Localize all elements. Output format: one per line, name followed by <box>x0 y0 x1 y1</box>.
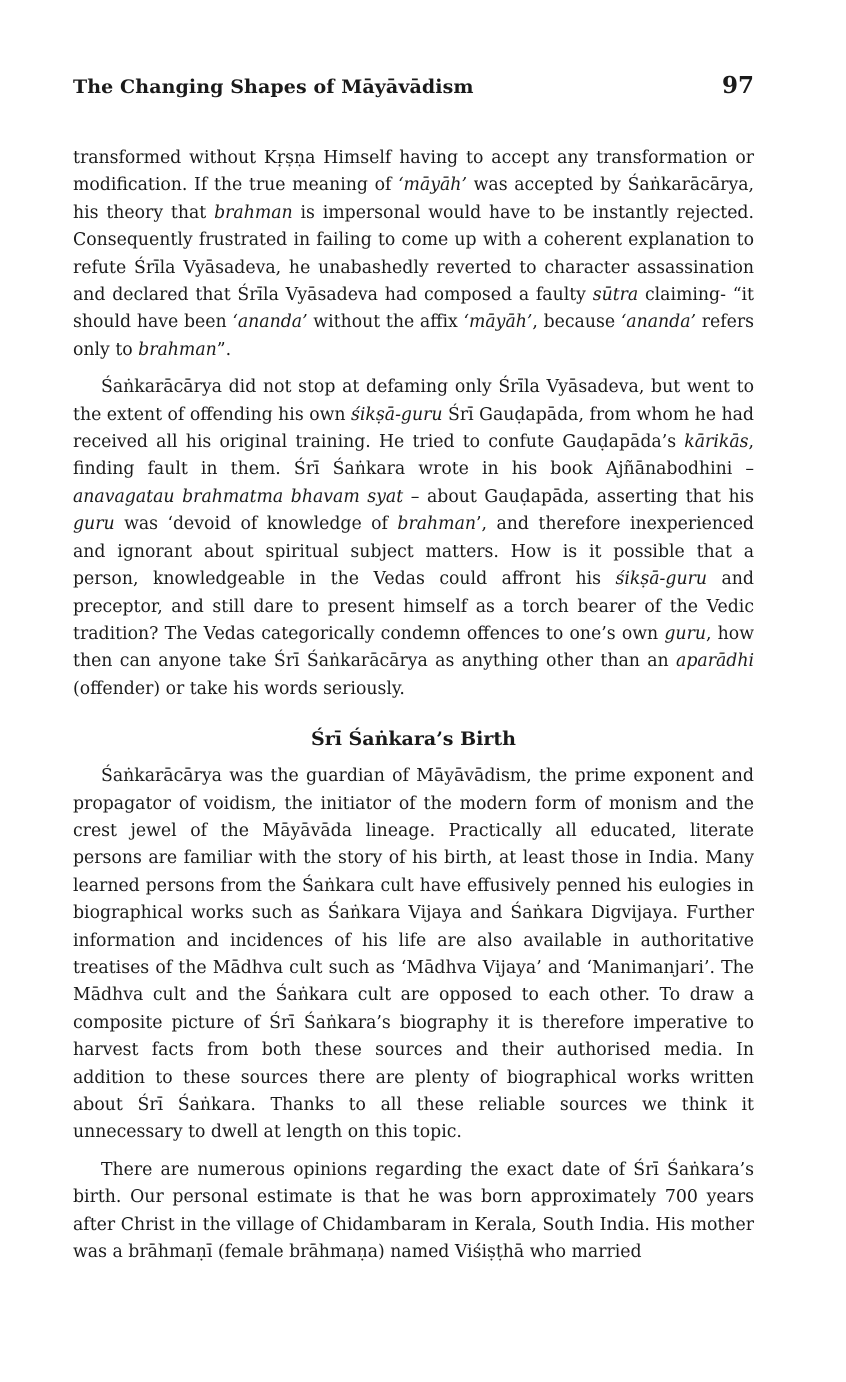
paragraph <box>73 1157 754 1267</box>
running-title: The Changing Shapes of Māyāvādism <box>73 76 474 98</box>
italic-text: brahman <box>138 339 217 360</box>
text-run: transformed without Kṛṣṇa Himself having to accept any transformation or modification. If the true meaning of <box>73 148 754 196</box>
italic-text: sūtra <box>592 285 639 306</box>
text-run: , because <box>532 312 621 333</box>
text-run: (offender) or take his words seriously. <box>73 678 405 699</box>
italic-text: ‘ananda’ <box>620 312 697 333</box>
paragraph <box>73 145 754 364</box>
text-run: was ‘devoid of knowledge of <box>114 514 398 535</box>
italic-text: brahman <box>214 202 293 223</box>
text-run: is impersonal would have to be instantly rejected. Consequently frustrated in failing to come up with a coherent explanation to refute Śrīla Vyāsadeva, he unabashedly reverted to character assassination and declared that Śrīla Vyāsadeva had composed a faulty <box>73 202 754 306</box>
text-run: refers only to <box>73 312 754 360</box>
italic-text: brahman <box>397 514 476 535</box>
paragraph <box>73 763 754 1147</box>
paragraph <box>73 374 754 703</box>
text-run: – about Gauḍapāda, asserting that his <box>403 486 754 507</box>
text-run: Śaṅkarācārya was the guardian of Māyāvādism, the prime exponent and propagator of voidism, the initiator of the modern form of monism and the crest jewel of the Māyāvāda lineage. Practically all educated, literate persons are familiar with the story of his birth, at least those in India. Many learned persons from the Śaṅkara cult have effusively penned his eulogies in biographical works such as Śaṅkara Vijaya and Śaṅkara Digvijaya. Further information and incidences of his life are also available in authoritative treatises of the Mādhva cult such as ‘Mādhva Vijaya’ and ‘Manimanjari’. The Mādhva cult and the Śaṅkara cult are opposed to each other. To draw a composite picture of Śrī Śaṅkara’s biography it is therefore imperative to harvest facts from both these sources and their authorised media. In addition to these sources there are plenty of biographical works written about Śrī Śaṅkara. Thanks to all these reliable sources we think it unnecessary to dwell at length on this topic. <box>73 766 754 1143</box>
italic-text: aparādhi <box>676 651 754 672</box>
text-run: without the affix <box>307 312 464 333</box>
text-run: ’, and therefore inexperienced and ignorant about spiritual subject matters. How is it possible that a person, knowledgeable in the Vedas could affront his <box>73 514 754 590</box>
italic-text: guru <box>73 514 115 535</box>
text-run: , how then can anyone take Śrī Śaṅkarācārya as anything other than an <box>73 623 755 672</box>
italic-text: kārikās <box>684 432 749 453</box>
italic-text: ‘ananda’ <box>232 312 308 333</box>
running-header <box>73 72 754 112</box>
text-run: , finding fault in them. Śrī Śaṅkara wrote in his book Ajñānabodhini – <box>73 432 754 480</box>
italic-text: ‘māyāh’ <box>463 312 533 333</box>
text-run: was accepted by Śaṅkarācārya, his theory that <box>73 175 754 223</box>
italic-text: ‘māyāh’ <box>398 175 467 196</box>
text-run: and preceptor, and still dare to present himself as a torch bearer of the Vedic tradition? The Vedas categorically condemn offences to one’s own <box>73 569 754 644</box>
italic-text: śikṣā-guru <box>615 569 707 590</box>
book-page <box>73 72 754 1276</box>
page-number: 97 <box>721 72 754 99</box>
italic-text: guru <box>664 623 706 644</box>
italic-text: śikṣā-guru <box>351 404 443 425</box>
text-run: Śrī Gauḍapāda, from whom he had received all his original training. He tried to confute Gauḍapāda’s <box>73 404 754 453</box>
body-text <box>73 145 754 1266</box>
text-run: ”. <box>216 339 232 360</box>
italic-text: anavagatau brahmatma bhavam syat <box>73 486 404 507</box>
section-heading: Śrī Śaṅkara’s Birth <box>310 728 516 751</box>
text-run: There are numerous opinions regarding the exact date of Śrī Śaṅkara’s birth. Our personal estimate is that he was born approximately 700 years after Christ in the village of Chidambaram in Kerala, South India. His mother was a brāhmaṇī (female brāhmaṇa) named Viśiṣṭhā who married <box>73 1159 754 1263</box>
text-run: claiming- “it should have been <box>73 285 755 333</box>
text-run: Śaṅkarācārya did not stop at defaming only Śrīla Vyāsadeva, but went to the extent of offending his own <box>73 377 754 425</box>
